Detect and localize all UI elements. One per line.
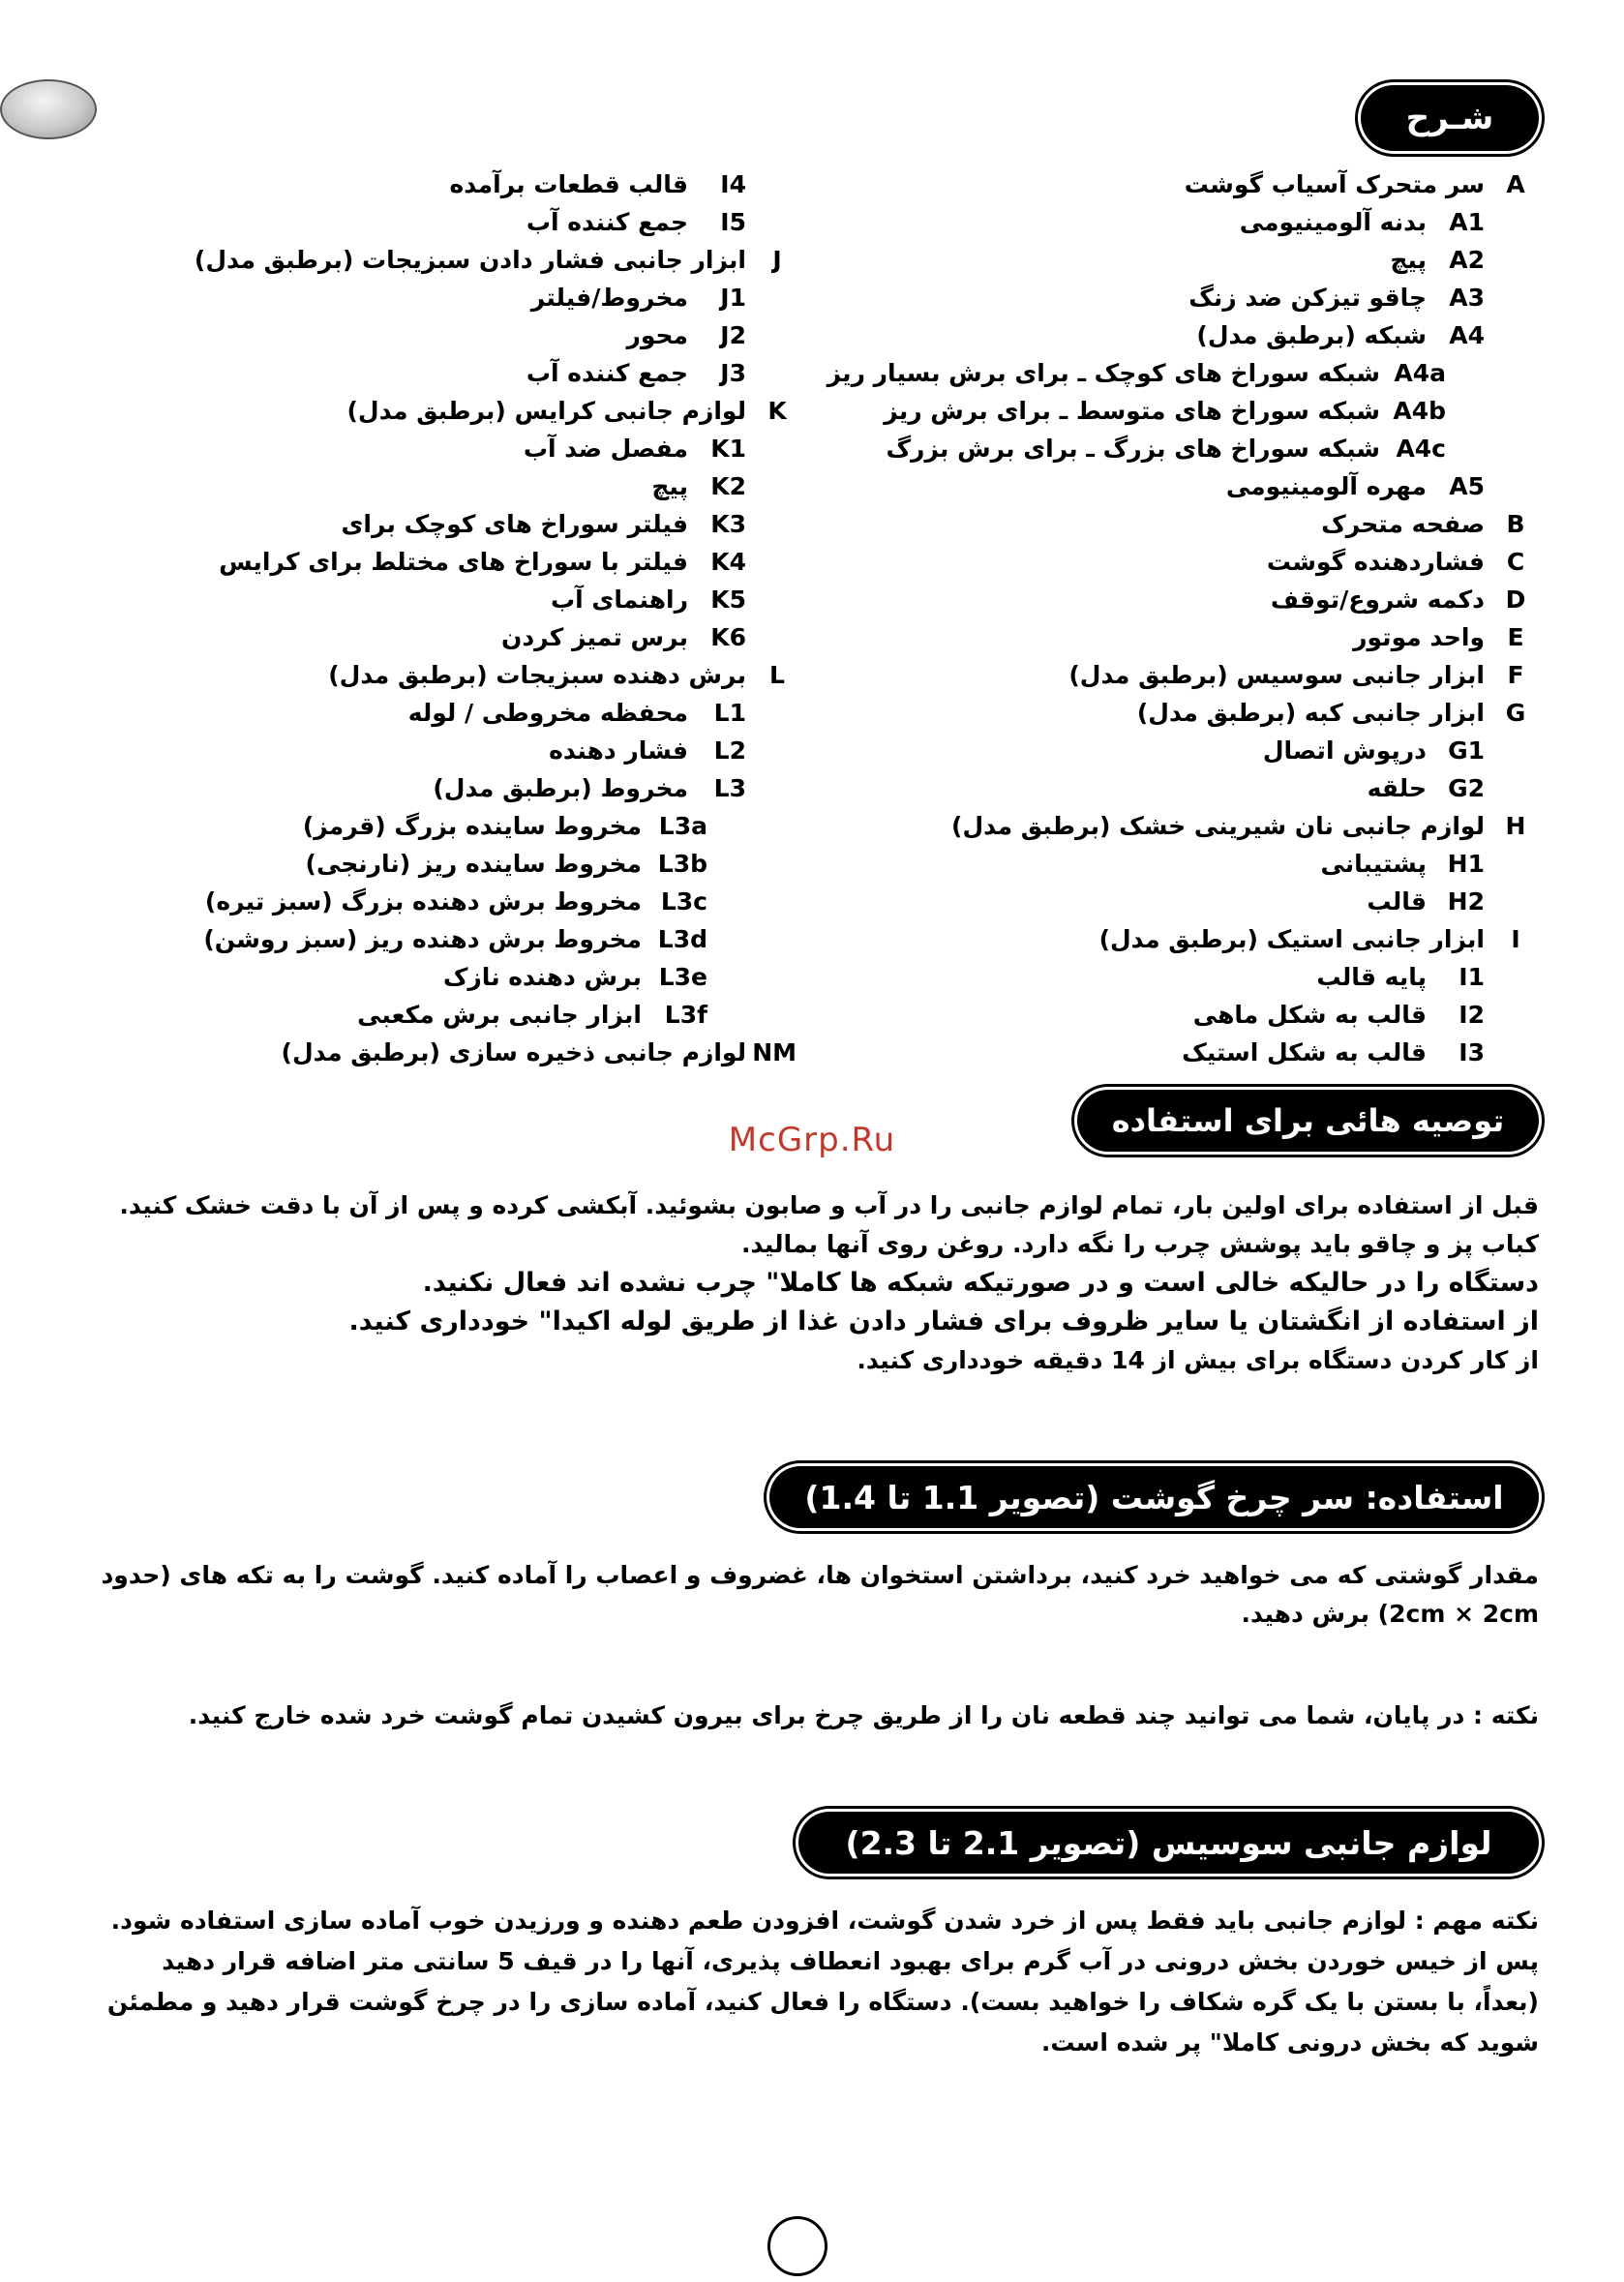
item-label: برش دهنده سبزیجات (برطبق مدل) bbox=[328, 661, 746, 689]
list-item bbox=[935, 203, 1535, 241]
item-label: پیچ bbox=[1390, 246, 1427, 274]
list-item bbox=[177, 430, 797, 467]
item-code: K5 bbox=[710, 586, 746, 614]
list-item bbox=[935, 769, 1535, 807]
item-letter: D bbox=[1505, 586, 1526, 614]
item-label: قالب bbox=[1367, 887, 1427, 916]
item-label: فیلتر سوراخ های کوچک برای bbox=[341, 510, 688, 538]
item-code: A3 bbox=[1449, 284, 1485, 312]
item-label: برش دهنده نازک bbox=[442, 963, 642, 991]
item-code: L3b bbox=[657, 850, 707, 878]
item-letter: I bbox=[1511, 925, 1520, 953]
item-code: A1 bbox=[1449, 208, 1485, 236]
list-item bbox=[935, 279, 1535, 316]
heading-sausage bbox=[798, 1812, 1539, 1874]
item-code: G2 bbox=[1448, 774, 1485, 802]
list-item bbox=[177, 279, 797, 316]
heading-sausage-text: لوازم جانبی سوسیس (تصویر 2.1 تا 2.3) bbox=[845, 1823, 1492, 1862]
item-label: پشتیبانی bbox=[1320, 850, 1427, 878]
item-code: I2 bbox=[1459, 1001, 1485, 1029]
list-item bbox=[935, 845, 1535, 883]
list-item bbox=[935, 1034, 1535, 1071]
list-item bbox=[935, 656, 1535, 694]
item-label: مخروط ساینده ریز (نارنجی) bbox=[305, 850, 642, 878]
item-code: G1 bbox=[1448, 736, 1485, 765]
item-code: K6 bbox=[710, 623, 746, 651]
heading-mincer-text: استفاده: سر چرخ گوشت (تصویر 1.1 تا 1.4) bbox=[804, 1478, 1504, 1516]
item-label: مفصل ضد آب bbox=[523, 435, 688, 463]
item-label: حلقه bbox=[1367, 774, 1427, 802]
item-code: A5 bbox=[1449, 472, 1485, 500]
list-item bbox=[935, 732, 1535, 769]
item-code: H2 bbox=[1447, 887, 1485, 916]
item-label: راهنمای آب bbox=[551, 586, 688, 614]
item-letter: C bbox=[1506, 548, 1525, 576]
list-item bbox=[177, 1034, 797, 1071]
item-code: K4 bbox=[710, 548, 746, 576]
item-code: L3d bbox=[657, 925, 707, 953]
item-letter: A bbox=[1506, 170, 1525, 198]
list-item bbox=[177, 241, 797, 279]
heading-tips-text: توصیه هائی برای استفاده bbox=[1111, 1102, 1505, 1139]
item-label: مخروط برش دهنده بزرگ (سبز تیره) bbox=[204, 887, 642, 916]
item-letter: F bbox=[1507, 661, 1524, 689]
heading-description bbox=[1361, 85, 1539, 151]
list-item bbox=[177, 958, 797, 996]
list-item bbox=[935, 241, 1535, 279]
list-item bbox=[177, 732, 797, 769]
list-item bbox=[827, 354, 1535, 392]
item-label: جمع کننده آب bbox=[526, 359, 688, 387]
page-number-circle bbox=[767, 2216, 827, 2276]
item-code: J1 bbox=[720, 284, 746, 312]
item-label: لوازم جانبی نان شیرینی خشک (برطبق مدل) bbox=[951, 812, 1485, 840]
item-label: ابزار جانبی کبه (برطبق مدل) bbox=[1136, 699, 1485, 727]
item-letter: K bbox=[767, 397, 787, 425]
list-item bbox=[884, 392, 1535, 430]
item-code: A4a bbox=[1394, 359, 1446, 387]
list-item bbox=[935, 807, 1535, 845]
item-code: K2 bbox=[710, 472, 746, 500]
list-item bbox=[935, 467, 1535, 505]
list-item bbox=[177, 996, 797, 1034]
list-item bbox=[935, 165, 1535, 203]
item-code: A4c bbox=[1396, 435, 1446, 463]
list-item bbox=[935, 543, 1535, 581]
item-label: شبکه سوراخ های بزرگ ـ برای برش بزرگ bbox=[886, 435, 1380, 463]
tip-line: از کار کردن دستگاه برای بیش از 14 دقیقه خودداری کنید. bbox=[857, 1346, 1539, 1374]
list-item bbox=[886, 430, 1535, 467]
item-label: درپوش اتصال bbox=[1262, 736, 1427, 765]
corner-tab-decoration bbox=[0, 79, 97, 139]
item-label: لوازم جانبی کرایس (برطبق مدل) bbox=[346, 397, 746, 425]
item-code: L3e bbox=[658, 963, 707, 991]
item-label: لوازم جانبی ذخیره سازی (برطبق مدل) bbox=[281, 1038, 746, 1066]
list-item bbox=[177, 581, 797, 618]
list-item bbox=[177, 354, 797, 392]
item-code: J2 bbox=[720, 321, 746, 349]
item-label: شبکه (برطبق مدل) bbox=[1196, 321, 1427, 349]
item-label: چاقو تیزکن ضد زنگ bbox=[1188, 284, 1427, 312]
list-item bbox=[935, 505, 1535, 543]
sausage-paragraph: نکته مهم : لوازم جانبی باید فقط پس از خرد شدن گوشت، افزودن طعم دهنده و ورزیدن خوب آماده سازی استفاده شود. پس از خیس خوردن بخش درونی در آب گرم برای بهبود انعطاف پذیری، آنها را در قیف 5 سانتی متر اضافه قرار دهید (بعداً، با بستن با یک گره شکاف را خواهید بست). دستگاه را فعال کنید، آماده سازی را در چرخ گوشت قرار دهید و مطمئن شوید که بخش درونی کاملا" پر شده است. bbox=[106, 1907, 1539, 2057]
item-letter: G bbox=[1505, 699, 1526, 727]
list-item bbox=[177, 392, 797, 430]
list-item bbox=[935, 883, 1535, 920]
item-label: قالب به شکل ماهی bbox=[1192, 1001, 1427, 1029]
item-label: شبکه سوراخ های کوچک ـ برای برش بسیار ریز bbox=[827, 359, 1380, 387]
item-label: ابزار جانبی فشار دادن سبزیجات (برطبق مدل) bbox=[194, 246, 746, 274]
list-item bbox=[177, 920, 797, 958]
list-item bbox=[935, 618, 1535, 656]
list-item bbox=[177, 543, 797, 581]
item-label: مخروط برش دهنده ریز (سبز روشن) bbox=[203, 925, 642, 953]
item-code: K3 bbox=[710, 510, 746, 538]
item-letter: J bbox=[772, 246, 782, 274]
item-code: L3a bbox=[658, 812, 707, 840]
item-letter: H bbox=[1505, 812, 1526, 840]
item-label: پایه قالب bbox=[1316, 963, 1427, 991]
item-label: مخروط/فیلتر bbox=[530, 284, 688, 312]
list-item bbox=[177, 883, 797, 920]
item-code: A4 bbox=[1449, 321, 1485, 349]
list-item bbox=[935, 316, 1535, 354]
item-letter: E bbox=[1507, 623, 1524, 651]
list-item bbox=[935, 958, 1535, 996]
item-code: A4b bbox=[1393, 397, 1446, 425]
item-letter: L bbox=[769, 661, 785, 689]
tip-line: از استفاده از انگشتان یا سایر ظروف برای فشار دادن غذا از طریق لوله اکیدا" خودداری کنید. bbox=[348, 1306, 1539, 1336]
item-code: I1 bbox=[1459, 963, 1485, 991]
item-label: پیچ bbox=[651, 472, 688, 500]
item-label: ابزار جانبی استیک (برطبق مدل) bbox=[1098, 925, 1485, 953]
item-label: برس تمیز کردن bbox=[500, 623, 688, 651]
item-label: بدنه آلومینیومی bbox=[1239, 208, 1427, 236]
item-code: L1 bbox=[713, 699, 746, 727]
list-item bbox=[177, 618, 797, 656]
item-label: ابزار جانبی سوسیس (برطبق مدل) bbox=[1068, 661, 1485, 689]
item-label: قالب به شکل استیک bbox=[1182, 1038, 1427, 1066]
mincer-note: نکته : در پایان، شما می توانید چند قطعه نان را از طریق چرخ برای بیرون کشیدن تمام گوشت خرد شده خارج کنید. bbox=[188, 1701, 1539, 1729]
item-label: فشاردهنده گوشت bbox=[1266, 548, 1485, 576]
item-code: L3 bbox=[713, 774, 746, 802]
item-label: فشار دهنده bbox=[549, 736, 688, 765]
list-item bbox=[177, 694, 797, 732]
tip-line: کباب پز و چاقو باید پوشش چرب را نگه دارد. روغن روی آنها بمالید. bbox=[740, 1230, 1539, 1258]
item-label: واحد موتور bbox=[1353, 623, 1485, 651]
heading-description-text: شـرح bbox=[1405, 99, 1494, 137]
list-item bbox=[177, 656, 797, 694]
item-label: ابزار جانبی برش مکعبی bbox=[357, 1001, 642, 1029]
item-label: صفحه متحرک bbox=[1321, 510, 1485, 538]
mincer-paragraph: مقدار گوشتی که می خواهید خرد کنید، برداشتن استخوان ها، غضروف و اعصاب را آماده کنید. گوشت را به تکه های (حدود 2cm × 2cm) برش دهید. bbox=[101, 1561, 1539, 1628]
tip-line: قبل از استفاده برای اولین بار، تمام لوازم جانبی را در آب و صابون بشوئید. آبکشی کرده و پس از آن با دقت خشک کنید. bbox=[119, 1191, 1539, 1219]
item-label: شبکه سوراخ های متوسط ـ برای برش ریز bbox=[884, 397, 1380, 425]
list-item bbox=[935, 581, 1535, 618]
item-code: J3 bbox=[720, 359, 746, 387]
list-item bbox=[935, 996, 1535, 1034]
parts-list-left bbox=[177, 165, 797, 1071]
list-item bbox=[177, 165, 797, 203]
list-item bbox=[935, 694, 1535, 732]
item-label: جمع کننده آب bbox=[526, 208, 688, 236]
tips-paragraph bbox=[95, 1186, 1539, 1380]
heading-mincer bbox=[769, 1466, 1539, 1528]
item-code: I3 bbox=[1459, 1038, 1485, 1066]
list-item bbox=[935, 920, 1535, 958]
item-label: قالب قطعات برآمده bbox=[449, 170, 688, 198]
list-item bbox=[177, 807, 797, 845]
item-code: I5 bbox=[720, 208, 746, 236]
list-item bbox=[177, 467, 797, 505]
item-code: A2 bbox=[1449, 246, 1485, 274]
item-label: مخروط (برطبق مدل) bbox=[433, 774, 688, 802]
item-letter: B bbox=[1506, 510, 1525, 538]
item-code: L3f bbox=[664, 1001, 707, 1029]
list-item bbox=[177, 203, 797, 241]
item-label: فیلتر با سوراخ های مختلط برای کرایس bbox=[219, 548, 688, 576]
item-label: دکمه شروع/توقف bbox=[1270, 586, 1485, 614]
list-item bbox=[177, 845, 797, 883]
item-code: L2 bbox=[713, 736, 746, 765]
item-code: I4 bbox=[720, 170, 746, 198]
item-code: H1 bbox=[1447, 850, 1485, 878]
item-letter: NM bbox=[752, 1038, 797, 1066]
parts-list-right bbox=[827, 165, 1535, 1071]
list-item bbox=[177, 505, 797, 543]
item-label: محفظه مخروطی / لوله bbox=[407, 699, 688, 727]
item-code: K1 bbox=[710, 435, 746, 463]
watermark: McGrp.Ru bbox=[728, 1121, 896, 1159]
item-label: سر متحرک آسیاب گوشت bbox=[1184, 170, 1485, 198]
list-item bbox=[177, 316, 797, 354]
item-label: محور bbox=[626, 321, 688, 349]
list-item bbox=[177, 769, 797, 807]
item-code: L3c bbox=[660, 887, 707, 916]
item-label: مهره آلومینیومی bbox=[1225, 472, 1427, 500]
item-label: مخروط ساینده بزرگ (قرمز) bbox=[302, 812, 642, 840]
tip-line: دستگاه را در حالیکه خالی است و در صورتیکه شبکه ها کاملا" چرب نشده اند فعال نکنید. bbox=[422, 1268, 1539, 1298]
